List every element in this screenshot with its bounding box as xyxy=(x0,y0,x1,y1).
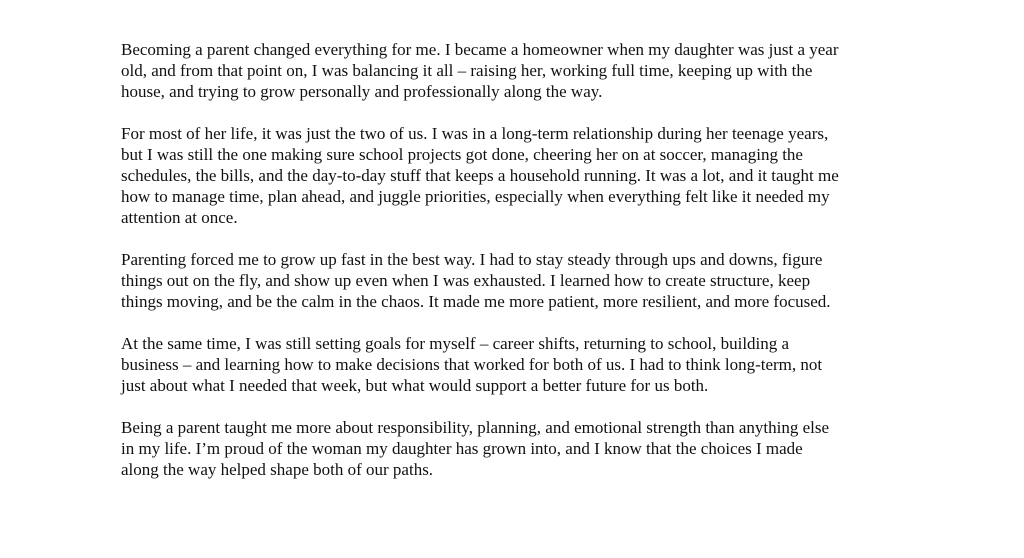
paragraph-conclusion: Being a parent taught me more about responsibility, planning, and emotional strength than anything else in my life. I’m proud of the woman my daughter has grown into, and I know that the choices I made along the way helped shape both of our paths. xyxy=(121,418,830,479)
paragraph-single-parent: For most of her life, it was just the two of us. I was in a long-term relationship during her teenage years, but I was still the one making sure school projects got done, cheering her on at soccer, managing the schedules, the bills, and the day-to-day stuff that keeps a household running. It was a lot, and it taught me how to manage time, plan ahead, and juggle priorities, especially when everything felt like it needed my attention at once. xyxy=(121,124,839,227)
paragraph-goals: At the same time, I was still setting goals for myself – career shifts, returning to school, building a business – and learning how to make decisions that worked for both of us. I had to think long-term, not just about what I needed that week, but what would support a better future for us both. xyxy=(121,334,823,395)
paragraph-growth: Parenting forced me to grow up fast in the best way. I had to stay steady through ups and downs, figure things out on the fly, and show up even when I was exhausted. I learned how to create structure, keep things moving, and be the calm in the chaos. It made me more patient, more resilient, and more focused. xyxy=(121,250,831,311)
document-body xyxy=(121,39,901,501)
paragraph-parenthood-intro: Becoming a parent changed everything for me. I became a homeowner when my daughter was just a year old, and from that point on, I was balancing it all – raising her, working full time, keeping up with the house, and trying to grow personally and professionally along the way. xyxy=(121,40,839,101)
